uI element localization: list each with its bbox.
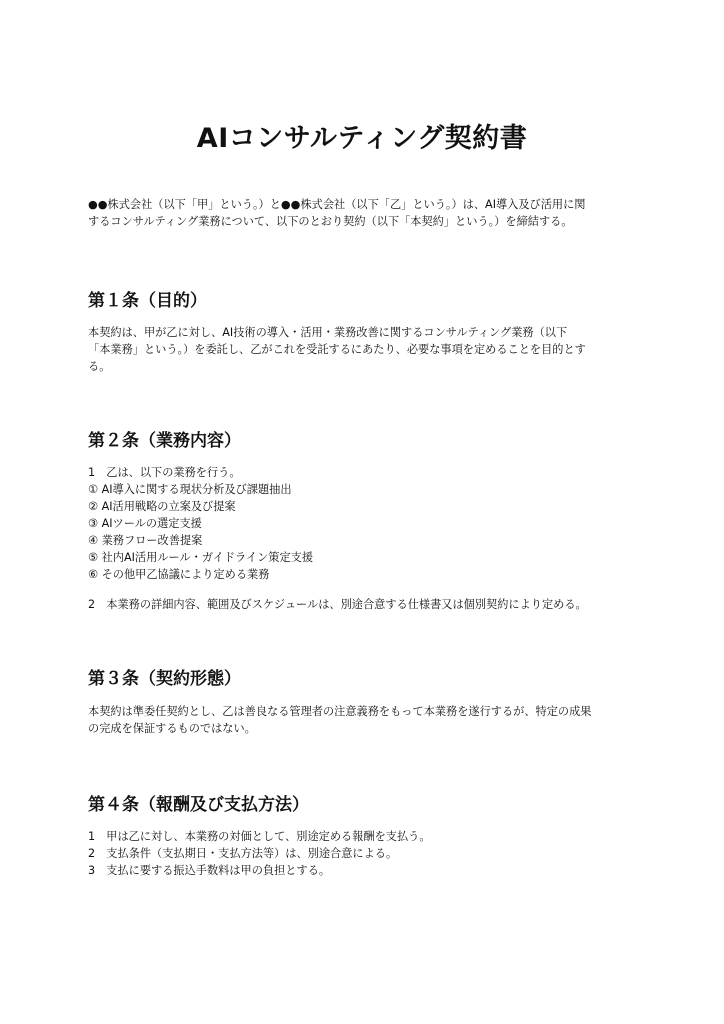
list-item: 1 甲は乙に対し、本業務の対価として、別途定める報酬を支払う。 xyxy=(88,830,431,843)
article-4-list xyxy=(88,828,648,879)
preamble-text: ●●株式会社（以下「甲」という。）と●●株式会社（以下「乙」という。）は、AI導入及び活用に関 するコンサルティング業務について、以下のとおり契約（以下「本契約」という。）を締結する。 xyxy=(88,198,586,228)
article-1-body xyxy=(88,324,648,375)
article-3-heading: 第３条（契約形態） xyxy=(88,669,241,689)
article-2-clause-2: 2 本業務の詳細内容、範囲及びスケジュールは、別途合意する仕様書又は個別契約により定める。 xyxy=(88,598,587,611)
article-2-list xyxy=(88,464,648,583)
preamble xyxy=(88,196,648,230)
article-3-text: 本契約は準委任契約とし、乙は善良なる管理者の注意義務をもって本業務を遂行するが、特定の成果 の完成を保証するものではない。 xyxy=(88,705,592,735)
list-item: ③ AIツールの選定支援 xyxy=(88,517,202,530)
list-item: 3 支払に要する振込手数料は甲の負担とする。 xyxy=(88,864,331,877)
article-4-heading: 第４条（報酬及び支払方法） xyxy=(88,795,309,815)
list-item: ④ 業務フロー改善提案 xyxy=(88,534,203,547)
list-item: 2 支払条件（支払期日・支払方法等）は、別途合意による。 xyxy=(88,847,398,860)
article-3-body xyxy=(88,703,648,737)
article-2-extra xyxy=(88,596,648,613)
article-2-heading: 第２条（業務内容） xyxy=(88,431,241,451)
list-item: 1 乙は、以下の業務を行う。 xyxy=(88,466,241,479)
list-item: ① AI導入に関する現状分析及び課題抽出 xyxy=(88,483,292,496)
list-item: ⑤ 社内AI活用ルール・ガイドライン策定支援 xyxy=(88,551,314,564)
list-item: ⑥ その他甲乙協議により定める業務 xyxy=(88,568,270,581)
article-1-heading: 第１条（目的） xyxy=(88,291,207,311)
article-1-text: 本契約は、甲が乙に対し、AI技術の導入・活用・業務改善に関するコンサルティング業務（以下 「本業務」という。）を委託し、乙がこれを受託するにあたり、必要な事項を定めることを目的とす る。 xyxy=(88,326,586,373)
list-item: ② AI活用戦略の立案及び提案 xyxy=(88,500,236,513)
document-title: AIコンサルティング契約書 xyxy=(196,123,528,154)
